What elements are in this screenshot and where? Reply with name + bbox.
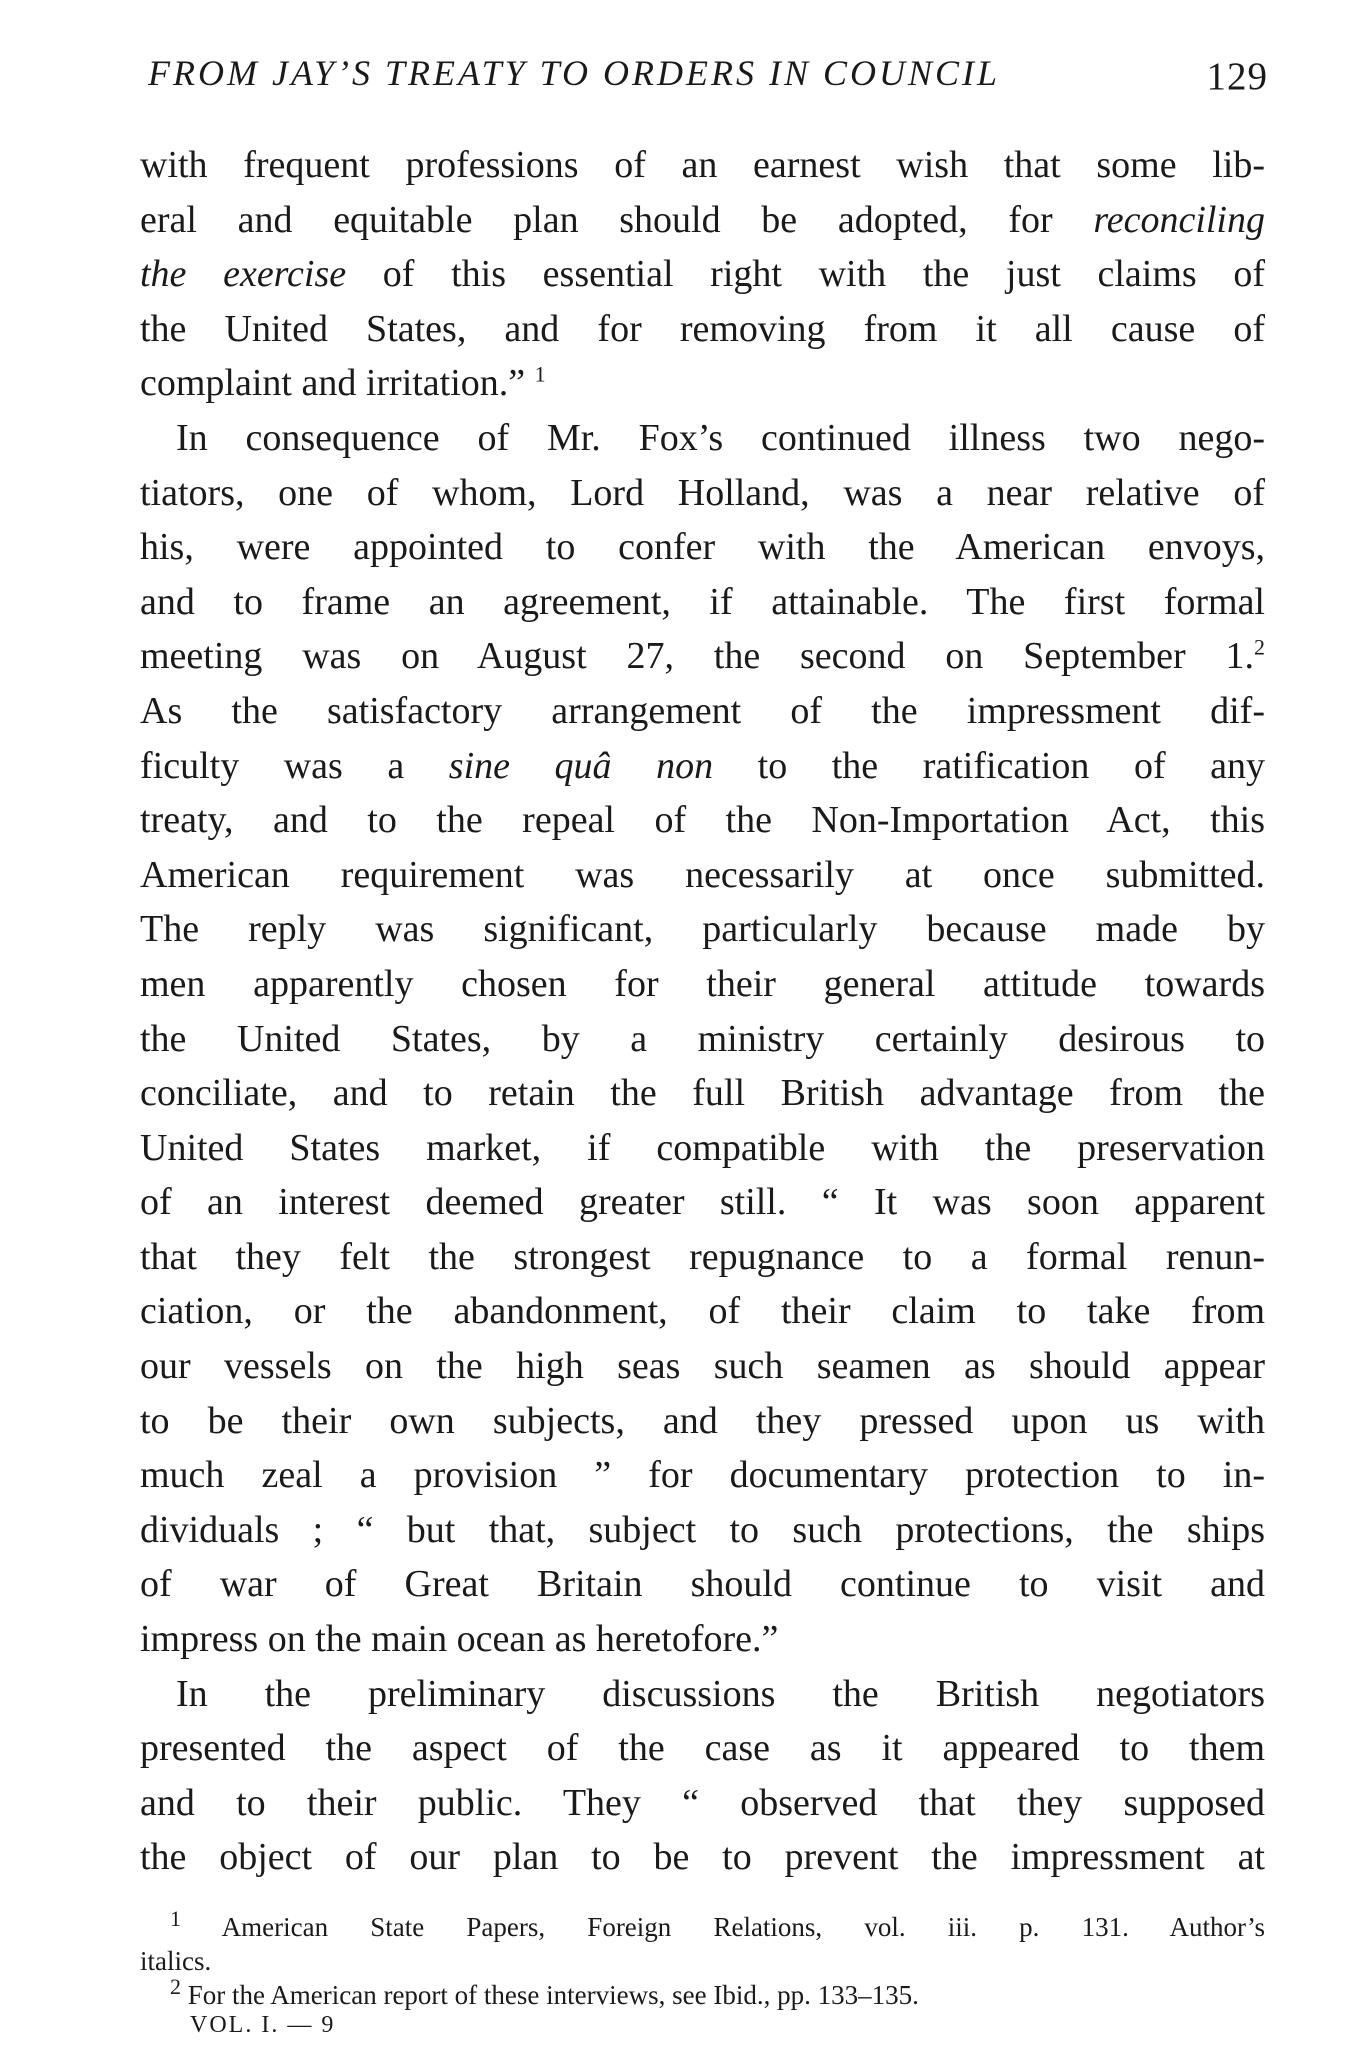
text-line: men apparently chosen for their general attitude towards (140, 962, 1265, 1005)
text-line: As the satisfactory arrangement of the impressment dif- (140, 689, 1265, 732)
text-line: the United States, by a ministry certainly desirous to (140, 1017, 1265, 1060)
text-line: to be their own subjects, and they pressed upon us with (140, 1399, 1265, 1442)
text-line: eral and equitable plan should be adopted, for reconciling (140, 198, 1265, 241)
text-line: of war of Great Britain should continue to visit and (140, 1563, 1265, 1606)
paragraph-start-line: In consequence of Mr. Fox’s continued illness two nego- (176, 416, 1265, 459)
text-line: with frequent professions of an earnest wish that some lib- (140, 144, 1265, 186)
running-head (148, 52, 1268, 112)
text-line: and to their public. They “ observed that they supposed (140, 1781, 1265, 1824)
text-line: much zeal a provision ” for documentary protection to in- (140, 1454, 1265, 1497)
text-line: the object of our plan to be to prevent the impressment at (140, 1836, 1265, 1879)
text-line: meeting was on August 27, the second on September 1.$^2$ (140, 634, 1265, 678)
paragraph-start-line: In the preliminary discussions the British negotiators (176, 1672, 1265, 1715)
text-line: dividuals ; “ but that, subject to such protections, the ships (140, 1508, 1265, 1551)
text-line: treaty, and to the repeal of the Non-Importation Act, this (140, 799, 1265, 842)
footnote-1: $^1$ American State Papers, Foreign Relations, vol. iii. p. 131. Author’s (170, 1906, 1265, 1942)
text-line: the United States, and for removing from it all cause of (140, 307, 1265, 350)
text-line: ficulty was a sine quâ non to the ratification of any (140, 744, 1265, 787)
text-line: presented the aspect of the case as it appeared to them (140, 1727, 1265, 1770)
text-line: of an interest deemed greater still. “ It was soon apparent (140, 1181, 1265, 1224)
text-line: our vessels on the high seas such seamen as should appear (140, 1345, 1265, 1388)
text-line: his, were appointed to confer with the American envoys, (140, 526, 1265, 569)
text-line: American requirement was necessarily at once submitted. (140, 853, 1265, 896)
footnotes (140, 1906, 1265, 2012)
text-line: complaint and irritation.” $^1$ (140, 361, 546, 405)
text-line: the exercise of this essential right with the just claims of (140, 253, 1265, 296)
text-line: and to frame an agreement, if attainable. The first formal (140, 580, 1265, 623)
text-line: ciation, or the abandonment, of their claim to take from (140, 1290, 1265, 1333)
text-line: conciliate, and to retain the full British advantage from the (140, 1072, 1265, 1115)
running-title: FROM JAY’S TREATY TO ORDERS IN COUNCIL (148, 53, 1001, 93)
page-number: 129 (1206, 55, 1268, 98)
text-line: United States market, if compatible with the preservation (140, 1126, 1265, 1169)
text-line: tiators, one of whom, Lord Holland, was a near relative of (140, 471, 1265, 514)
footnote-1-continuation: italics. (140, 1946, 212, 1976)
text-line: that they felt the strongest repugnance to a formal renun- (140, 1235, 1265, 1278)
body-text (140, 138, 1265, 1885)
text-line: impress on the main ocean as heretofore.” (140, 1618, 779, 1661)
signature-mark: VOL. I. — 9 (190, 2012, 336, 2038)
footnote-2: $^2$ For the American report of these interviews, see Ibid., pp. 133–135. (170, 1974, 919, 2010)
text-line: The reply was significant, particularly because made by (140, 908, 1265, 951)
